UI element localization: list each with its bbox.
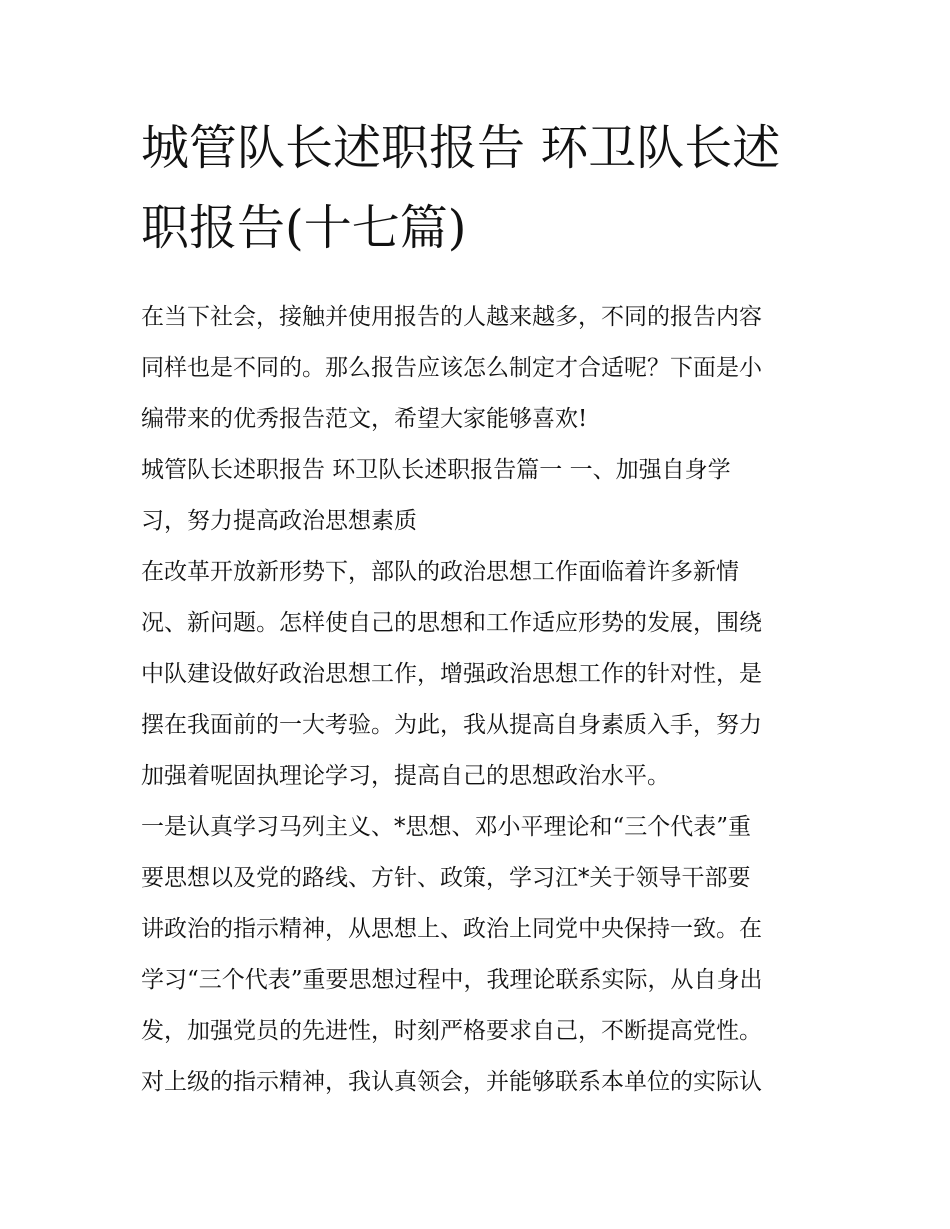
text-line: 讲政治的指示精神，从思想上、政治上同党中央保持一致。在 xyxy=(141,916,762,942)
text-line: 要思想以及党的路线、方针、政策，学习江*关于领导干部要 xyxy=(141,865,751,891)
title-line: 职报告(十七篇) xyxy=(141,200,467,256)
document-title xyxy=(141,108,813,268)
body-paragraph xyxy=(141,802,813,1108)
document-content xyxy=(141,108,813,1108)
text-line: 中队建设做好政治思想工作，增强政治思想工作的针对性，是 xyxy=(141,661,762,687)
text-line: 一是认真学习马列主义、*思想、邓小平理论和“三个代表”重 xyxy=(141,814,752,840)
text-line: 对上级的指示精神，我认真领会，并能够联系本单位的实际认 xyxy=(141,1069,762,1095)
text-line: 习，努力提高政治思想素质 xyxy=(141,508,417,534)
text-line: 编带来的优秀报告范文，希望大家能够喜欢! xyxy=(141,406,588,432)
text-line: 同样也是不同的。那么报告应该怎么制定才合适呢？下面是小 xyxy=(141,355,762,381)
intro-paragraph xyxy=(141,292,813,445)
body-paragraph xyxy=(141,547,813,802)
title-line: 城管队长述职报告 环卫队长述 xyxy=(141,120,781,176)
text-line: 学习“三个代表”重要思想过程中，我理论联系实际，从自身出 xyxy=(141,967,763,993)
text-line: 在当下社会，接触并使用报告的人越来越多，不同的报告内容 xyxy=(141,304,762,330)
text-line: 在改革开放新形势下，部队的政治思想工作面临着许多新情 xyxy=(141,559,739,585)
text-line: 城管队长述职报告 环卫队长述职报告篇一 一、加强自身学 xyxy=(141,457,731,483)
document-body xyxy=(141,292,813,1108)
text-line: 加强着呢固执理论学习，提高自己的思想政治水平。 xyxy=(141,763,670,789)
section-heading xyxy=(141,445,813,547)
text-line: 发，加强党员的先进性，时刻严格要求自己，不断提高党性。 xyxy=(141,1018,762,1044)
text-line: 况、新问题。怎样使自己的思想和工作适应形势的发展，围绕 xyxy=(141,610,762,636)
text-line: 摆在我面前的一大考验。为此，我从提高自身素质入手，努力 xyxy=(141,712,762,738)
